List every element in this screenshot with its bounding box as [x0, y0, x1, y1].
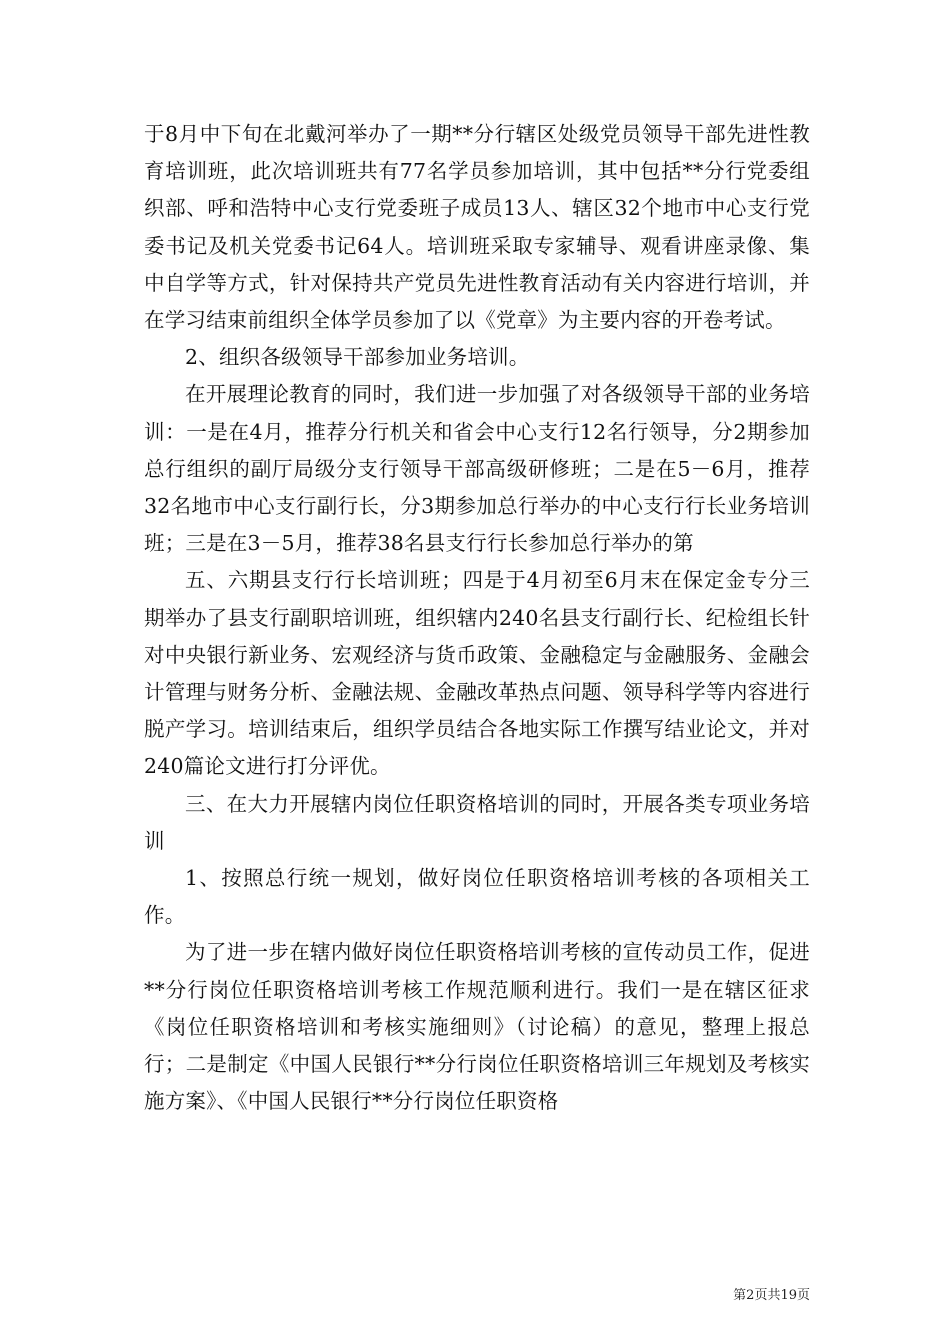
- paragraph-continuation: 于8月中下旬在北戴河举办了一期**分行辖区处级党员领导干部先进性教育培训班，此次培训班共有77名学员参加培训，其中包括**分行党委组织部、呼和浩特中心支行党委班子成员13人、辖区32个地市中心支行党委书记及机关党委书记64人。培训班采取专家辅导、观看讲座录像、集中自学等方式，针对保持共产党员先进性教育活动有关内容进行培训，并在学习结束前组织全体学员参加了以《党章》为主要内容的开卷考试。: [144, 122, 810, 333]
- section-heading-3: 三、在大力开展辖内岗位任职资格培训的同时，开展各类专项业务培训: [144, 791, 810, 853]
- page-number: 第2页共19页: [733, 1288, 810, 1303]
- paragraph-county-training: 五、六期县支行行长培训班；四是于4月初至6月末在保定金专分三期举办了县支行副职培训班，组织辖内240名县支行副行长、纪检组长针对中央银行新业务、宏观经济与货币政策、金融稳定与金融服务、金融会计管理与财务分析、金融法规、金融改革热点问题、领导科学等内容进行脱产学习。培训结束后，组织学员结合各地实际工作撰写结业论文，并对240篇论文进行打分评优。: [144, 568, 810, 779]
- document-body: [144, 116, 810, 1120]
- heading-item-1: 1、按照总行统一规划，做好岗位任职资格培训考核的各项相关工作。: [144, 866, 810, 928]
- paragraph-qualification-training: 为了进一步在辖内做好岗位任职资格培训考核的宣传动员工作，促进**分行岗位任职资格培训考核工作规范顺利进行。我们一是在辖区征求《岗位任职资格培训和考核实施细则》（讨论稿）的意见，整理上报总行；二是制定《中国人民银行**分行岗位任职资格培训三年规划及考核实施方案》、《中国人民银行**分行岗位任职资格: [144, 940, 810, 1114]
- paragraph-business-training: 在开展理论教育的同时，我们进一步加强了对各级领导干部的业务培训：一是在4月，推荐分行机关和省会中心支行12名行领导，分2期参加总行组织的副厅局级分支行领导干部高级研修班；二是在5－6月，推荐32名地市中心支行副行长，分3期参加总行举办的中心支行行长业务培训班；三是在3－5月，推荐38名县支行行长参加总行举办的第: [144, 382, 810, 556]
- heading-item-2: 2、组织各级领导干部参加业务培训。: [185, 345, 530, 370]
